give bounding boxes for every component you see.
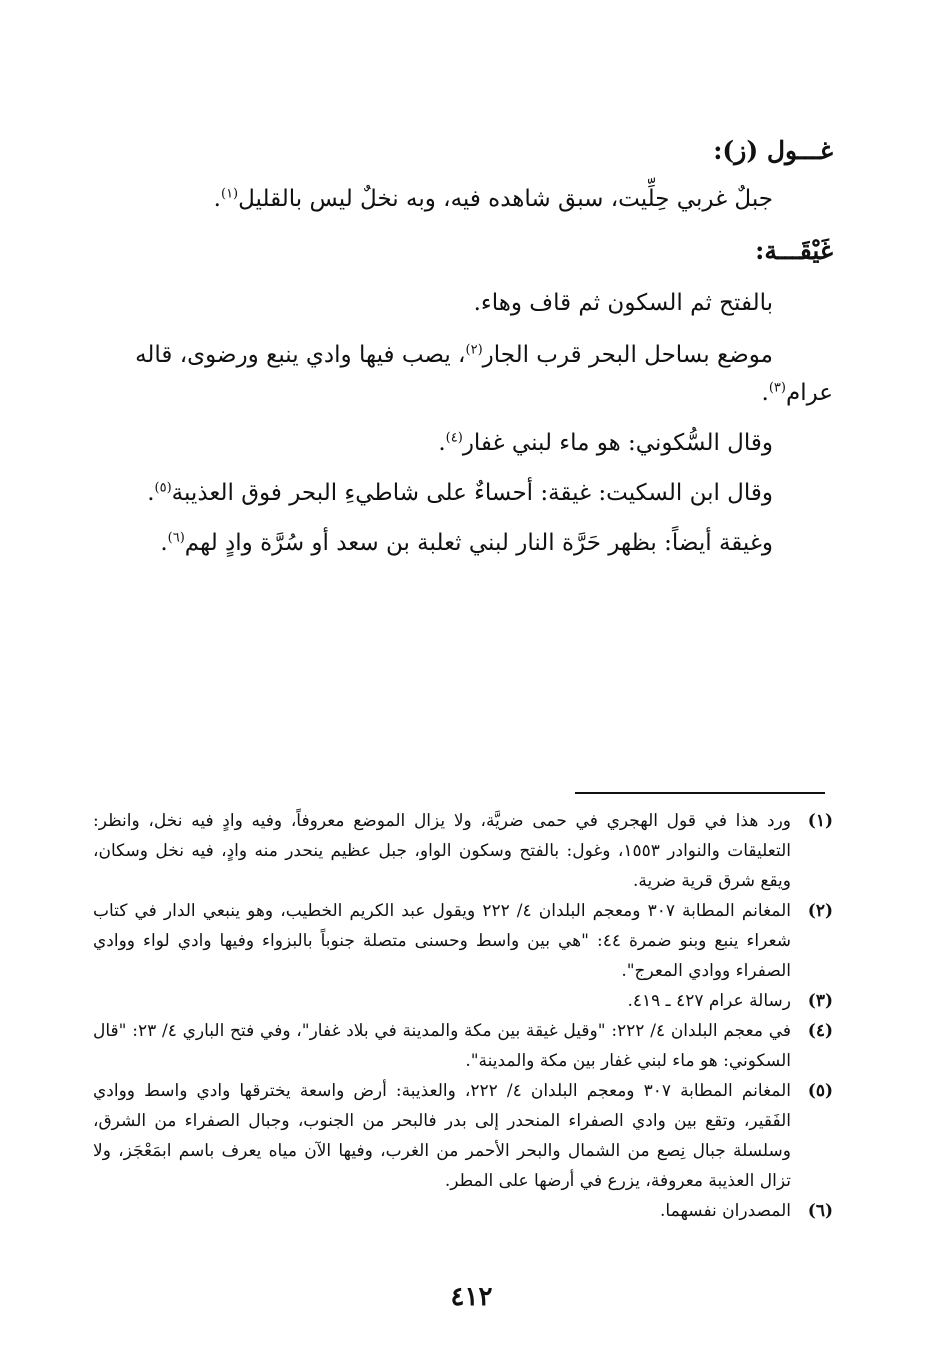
- paragraph-text-continued: ، يصب فيها وادي ينبع ورضوى، قاله: [135, 342, 466, 368]
- footnotes-section: [93, 806, 833, 1226]
- entry-ghawl-paragraph: [214, 186, 773, 214]
- footnote-number: (٦): [807, 1201, 833, 1221]
- paragraph-text: موضع بساحل البحر قرب الجار: [482, 342, 773, 368]
- footnote-number: (٢): [807, 901, 833, 921]
- entry-heading-ghayqa: غَيْقَـــة:: [755, 236, 833, 265]
- footnote-text: ورد هذا في قول الهجري في حمى ضريَّة، ولا يزال الموضع معروفاً، وفيه وادٍ فيه نخل، وانظر: التعليقات والنوادر ١٥٥٣، وغول: بالفتح وسكون الواو، جبل عظيم ينحدر منه وادٍ، فيه نخل وسكان، ويقع شرق قرية ضرية.: [93, 811, 791, 891]
- paragraph-text: جبلٌ غربي حِلِّيت، سبق شاهده فيه، وبه نخلٌ ليس بالقليل: [238, 186, 773, 212]
- entry-ghayqa-paragraph-5: [160, 530, 773, 558]
- footnote-ref[interactable]: (٤): [445, 430, 463, 446]
- footnote-ref[interactable]: (٦): [167, 530, 185, 546]
- entry-ghayqa-paragraph-2: [108, 342, 833, 370]
- entry-ghayqa-paragraph-3: [438, 430, 773, 458]
- footnote-1: [93, 806, 833, 896]
- paragraph-end: .: [213, 186, 221, 212]
- footnote-2: [93, 896, 833, 986]
- footnote-4: [93, 1016, 833, 1076]
- footnote-text: في معجم البلدان ٤/ ٢٢٢: "وقيل غيقة بين مكة والمدينة في بلاد غفار"، وفي فتح الباري ٤/ ٢٣: "قال السكوني: هو ماء لبني غفار بين مكة والمدينة".: [93, 1021, 791, 1071]
- footnote-text: المغانم المطابة ٣٠٧ ومعجم البلدان ٤/ ٢٢٢ ويقول عبد الكريم الخطيب، وهو ينبعي الدار في كتاب شعراء ينبع وبنو ضمرة ٤٤: "هي بين واسط وحسنى متصلة جنوباً بالبزواء وفيها وادي لواء ووادي الصفراء ووادي المعرج".: [93, 901, 792, 981]
- footnote-text: المغانم المطابة ٣٠٧ ومعجم البلدان ٤/ ٢٢٢، والعذيبة: أرض واسعة يخترقها وادي واسط ووادي الفَقير، وتقع بين وادي الصفراء المنحدر إلى بدر فالبحر من الجنوب، وجبال الصفراء من الشرق، وسلسلة جبال نِصع من الشمال والبحر الأحمر من الغرب، وفيها الآن مياه يعرف باسم ابمَعْجَز، ولا تزال العذيبة معروفة، يزرع في أرضها على المطر.: [93, 1081, 792, 1191]
- entry-ghayqa-paragraph-1: [474, 290, 773, 318]
- footnote-ref[interactable]: (٢): [465, 342, 483, 358]
- entry-heading-ghawl: غـــول (ز):: [713, 136, 833, 165]
- paragraph-text: وقال ابن السكيت: غيقة: أحساءٌ على شاطيءِ البحر فوق العذيبة: [171, 480, 773, 506]
- paragraph-end: .: [761, 380, 769, 406]
- footnote-6: [93, 1196, 833, 1226]
- paragraph-text: وغيقة أيضاً: بظهر حَرَّة النار لبني ثعلبة بن سعد أو سُرَّة وادٍ لهم: [184, 530, 773, 556]
- footnote-divider: [575, 792, 825, 794]
- paragraph-end: .: [438, 430, 446, 456]
- entry-ghayqa-paragraph-2-line2: [762, 380, 834, 408]
- entry-ghayqa-paragraph-4: [147, 480, 773, 508]
- footnote-text: المصدران نفسهما.: [660, 1201, 791, 1221]
- footnote-number: (٣): [807, 991, 833, 1011]
- paragraph-text: بالفتح ثم السكون ثم قاف وهاء.: [473, 290, 773, 316]
- footnote-text: رسالة عرام ٤٢٧ ـ ٤١٩.: [627, 991, 791, 1011]
- footnote-number: (٥): [807, 1081, 833, 1101]
- paragraph-text: وقال السُّكوني: هو ماء لبني غفار: [462, 430, 773, 456]
- footnote-number: (١): [807, 811, 833, 831]
- page-number: ٤١٢: [450, 1282, 493, 1312]
- footnote-ref[interactable]: (٣): [768, 380, 786, 396]
- paragraph-end: .: [147, 480, 155, 506]
- footnote-ref[interactable]: (٥): [154, 480, 172, 496]
- footnote-ref[interactable]: (١): [220, 186, 239, 202]
- footnote-5: [93, 1076, 833, 1196]
- paragraph-text: عرام: [785, 380, 833, 406]
- footnote-3: [93, 986, 833, 1016]
- footnote-number: (٤): [807, 1021, 833, 1041]
- paragraph-end: .: [160, 530, 168, 556]
